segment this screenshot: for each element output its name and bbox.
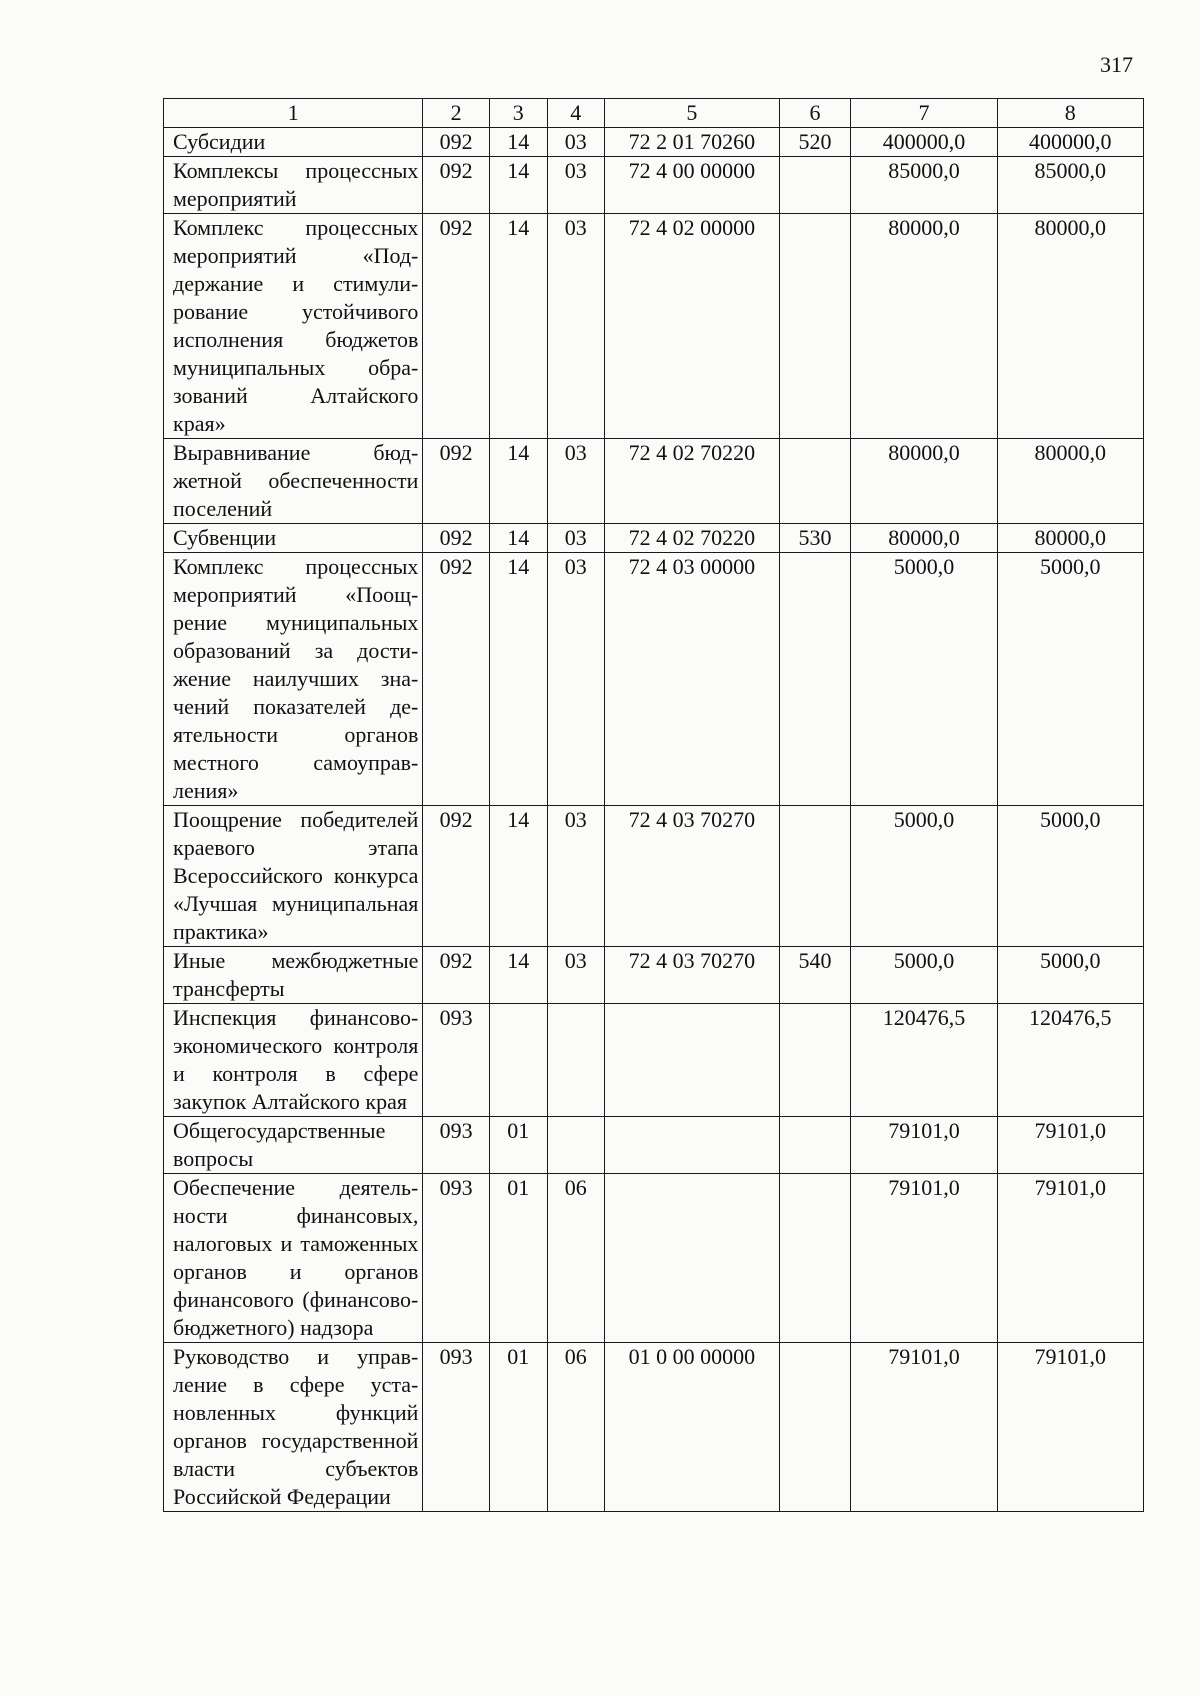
cell-subsection: 03 [547, 439, 605, 524]
cell-section: 01 [489, 1343, 547, 1512]
cell-section: 14 [489, 214, 547, 439]
cell-expense-type [779, 214, 851, 439]
cell-expense-type [779, 1004, 851, 1117]
cell-sum-2: 5000,0 [997, 553, 1143, 806]
cell-sum-1: 79101,0 [851, 1117, 997, 1174]
cell-ministry: 093 [423, 1004, 490, 1117]
cell-subsection: 03 [547, 947, 605, 1004]
table-row [164, 439, 1144, 524]
table-row [164, 1117, 1144, 1174]
cell-target-article [605, 1004, 780, 1117]
cell-target-article: 72 4 02 00000 [605, 214, 780, 439]
cell-section: 14 [489, 524, 547, 553]
cell-subsection: 03 [547, 524, 605, 553]
column-header: 3 [489, 99, 547, 128]
cell-sum-1: 80000,0 [851, 524, 997, 553]
cell-expense-type [779, 1343, 851, 1512]
cell-ministry: 092 [423, 947, 490, 1004]
cell-sum-1: 120476,5 [851, 1004, 997, 1117]
cell-section: 14 [489, 157, 547, 214]
row-name: Выравнивание бюджетной обеспеченности поселений [164, 439, 423, 524]
cell-sum-1: 79101,0 [851, 1343, 997, 1512]
cell-subsection: 03 [547, 128, 605, 157]
cell-target-article: 72 2 01 70260 [605, 128, 780, 157]
cell-sum-1: 5000,0 [851, 806, 997, 947]
cell-subsection: 06 [547, 1343, 605, 1512]
cell-expense-type: 520 [779, 128, 851, 157]
cell-subsection: 06 [547, 1174, 605, 1343]
cell-ministry: 093 [423, 1174, 490, 1343]
cell-sum-2: 400000,0 [997, 128, 1143, 157]
cell-section: 14 [489, 806, 547, 947]
cell-target-article: 72 4 00 00000 [605, 157, 780, 214]
cell-ministry: 092 [423, 524, 490, 553]
cell-ministry: 092 [423, 214, 490, 439]
cell-target-article: 72 4 02 70220 [605, 524, 780, 553]
cell-subsection: 03 [547, 806, 605, 947]
cell-target-article: 01 0 00 00000 [605, 1343, 780, 1512]
cell-ministry: 092 [423, 553, 490, 806]
cell-expense-type: 540 [779, 947, 851, 1004]
cell-sum-2: 79101,0 [997, 1174, 1143, 1343]
column-header: 1 [164, 99, 423, 128]
cell-expense-type [779, 553, 851, 806]
cell-ministry: 092 [423, 157, 490, 214]
cell-subsection: 03 [547, 553, 605, 806]
cell-sum-2: 120476,5 [997, 1004, 1143, 1117]
cell-subsection [547, 1117, 605, 1174]
cell-sum-1: 5000,0 [851, 947, 997, 1004]
cell-expense-type [779, 1174, 851, 1343]
row-name: Комплексы процессных мероприятий [164, 157, 423, 214]
page-number: 317 [1100, 52, 1133, 77]
cell-sum-1: 400000,0 [851, 128, 997, 157]
table-row [164, 214, 1144, 439]
cell-sum-2: 79101,0 [997, 1117, 1143, 1174]
column-header: 7 [851, 99, 997, 128]
table-row [164, 128, 1144, 157]
row-name: Поощрение победителей краевого этапа Всероссийского конкурса «Лучшая муниципальная практика» [164, 806, 423, 947]
row-name: Руководство и управление в сфере установленных функций органов государственной власти субъектов Российской Федерации [164, 1343, 423, 1512]
cell-sum-1: 80000,0 [851, 214, 997, 439]
table-row [164, 806, 1144, 947]
cell-target-article [605, 1117, 780, 1174]
cell-expense-type [779, 439, 851, 524]
cell-section: 14 [489, 439, 547, 524]
cell-subsection: 03 [547, 157, 605, 214]
table-row [164, 1343, 1144, 1512]
cell-sum-2: 79101,0 [997, 1343, 1143, 1512]
cell-sum-2: 80000,0 [997, 214, 1143, 439]
row-name: Обеспечение деятельности финансовых, налоговых и таможенных органов и органов финансового (финансово-бюджетного) надзора [164, 1174, 423, 1343]
row-name: Комплекс процессных мероприятий «Поощрение муниципальных образований за достижение наилучших значений показателей деятельности органов местного самоуправления» [164, 553, 423, 806]
row-name: Комплекс процессных мероприятий «Поддержание и стимулирование устойчивого исполнения бюджетов муниципальных образований Алтайского края» [164, 214, 423, 439]
row-name: Субсидии [164, 128, 423, 157]
cell-section: 14 [489, 128, 547, 157]
cell-subsection [547, 1004, 605, 1117]
cell-sum-1: 80000,0 [851, 439, 997, 524]
column-header: 4 [547, 99, 605, 128]
table-row [164, 1174, 1144, 1343]
cell-sum-1: 79101,0 [851, 1174, 997, 1343]
cell-ministry: 092 [423, 439, 490, 524]
cell-expense-type [779, 1117, 851, 1174]
cell-ministry: 092 [423, 128, 490, 157]
row-name: Инспекция финансово-экономического контроля и контроля в сфере закупок Алтайского края [164, 1004, 423, 1117]
row-name: Иные межбюджетные трансферты [164, 947, 423, 1004]
cell-expense-type [779, 157, 851, 214]
cell-sum-1: 85000,0 [851, 157, 997, 214]
cell-sum-2: 5000,0 [997, 806, 1143, 947]
header-row [164, 99, 1144, 128]
cell-sum-2: 85000,0 [997, 157, 1143, 214]
cell-section: 01 [489, 1117, 547, 1174]
cell-expense-type: 530 [779, 524, 851, 553]
cell-ministry: 093 [423, 1117, 490, 1174]
cell-sum-2: 80000,0 [997, 524, 1143, 553]
cell-subsection: 03 [547, 214, 605, 439]
budget-table [163, 98, 1144, 1512]
cell-sum-1: 5000,0 [851, 553, 997, 806]
cell-target-article: 72 4 03 70270 [605, 947, 780, 1004]
cell-section: 01 [489, 1174, 547, 1343]
cell-section: 14 [489, 947, 547, 1004]
column-header: 5 [605, 99, 780, 128]
cell-section [489, 1004, 547, 1117]
cell-ministry: 093 [423, 1343, 490, 1512]
cell-section: 14 [489, 553, 547, 806]
cell-target-article: 72 4 03 70270 [605, 806, 780, 947]
cell-sum-2: 80000,0 [997, 439, 1143, 524]
cell-ministry: 092 [423, 806, 490, 947]
cell-target-article: 72 4 03 00000 [605, 553, 780, 806]
column-header: 6 [779, 99, 851, 128]
table-row [164, 947, 1144, 1004]
table-row [164, 524, 1144, 553]
column-header: 8 [997, 99, 1143, 128]
cell-target-article [605, 1174, 780, 1343]
table-row [164, 157, 1144, 214]
table-row [164, 1004, 1144, 1117]
cell-target-article: 72 4 02 70220 [605, 439, 780, 524]
cell-sum-2: 5000,0 [997, 947, 1143, 1004]
row-name: Субвенции [164, 524, 423, 553]
table-row [164, 553, 1144, 806]
row-name: Общегосударственные вопросы [164, 1117, 423, 1174]
cell-expense-type [779, 806, 851, 947]
column-header: 2 [423, 99, 490, 128]
